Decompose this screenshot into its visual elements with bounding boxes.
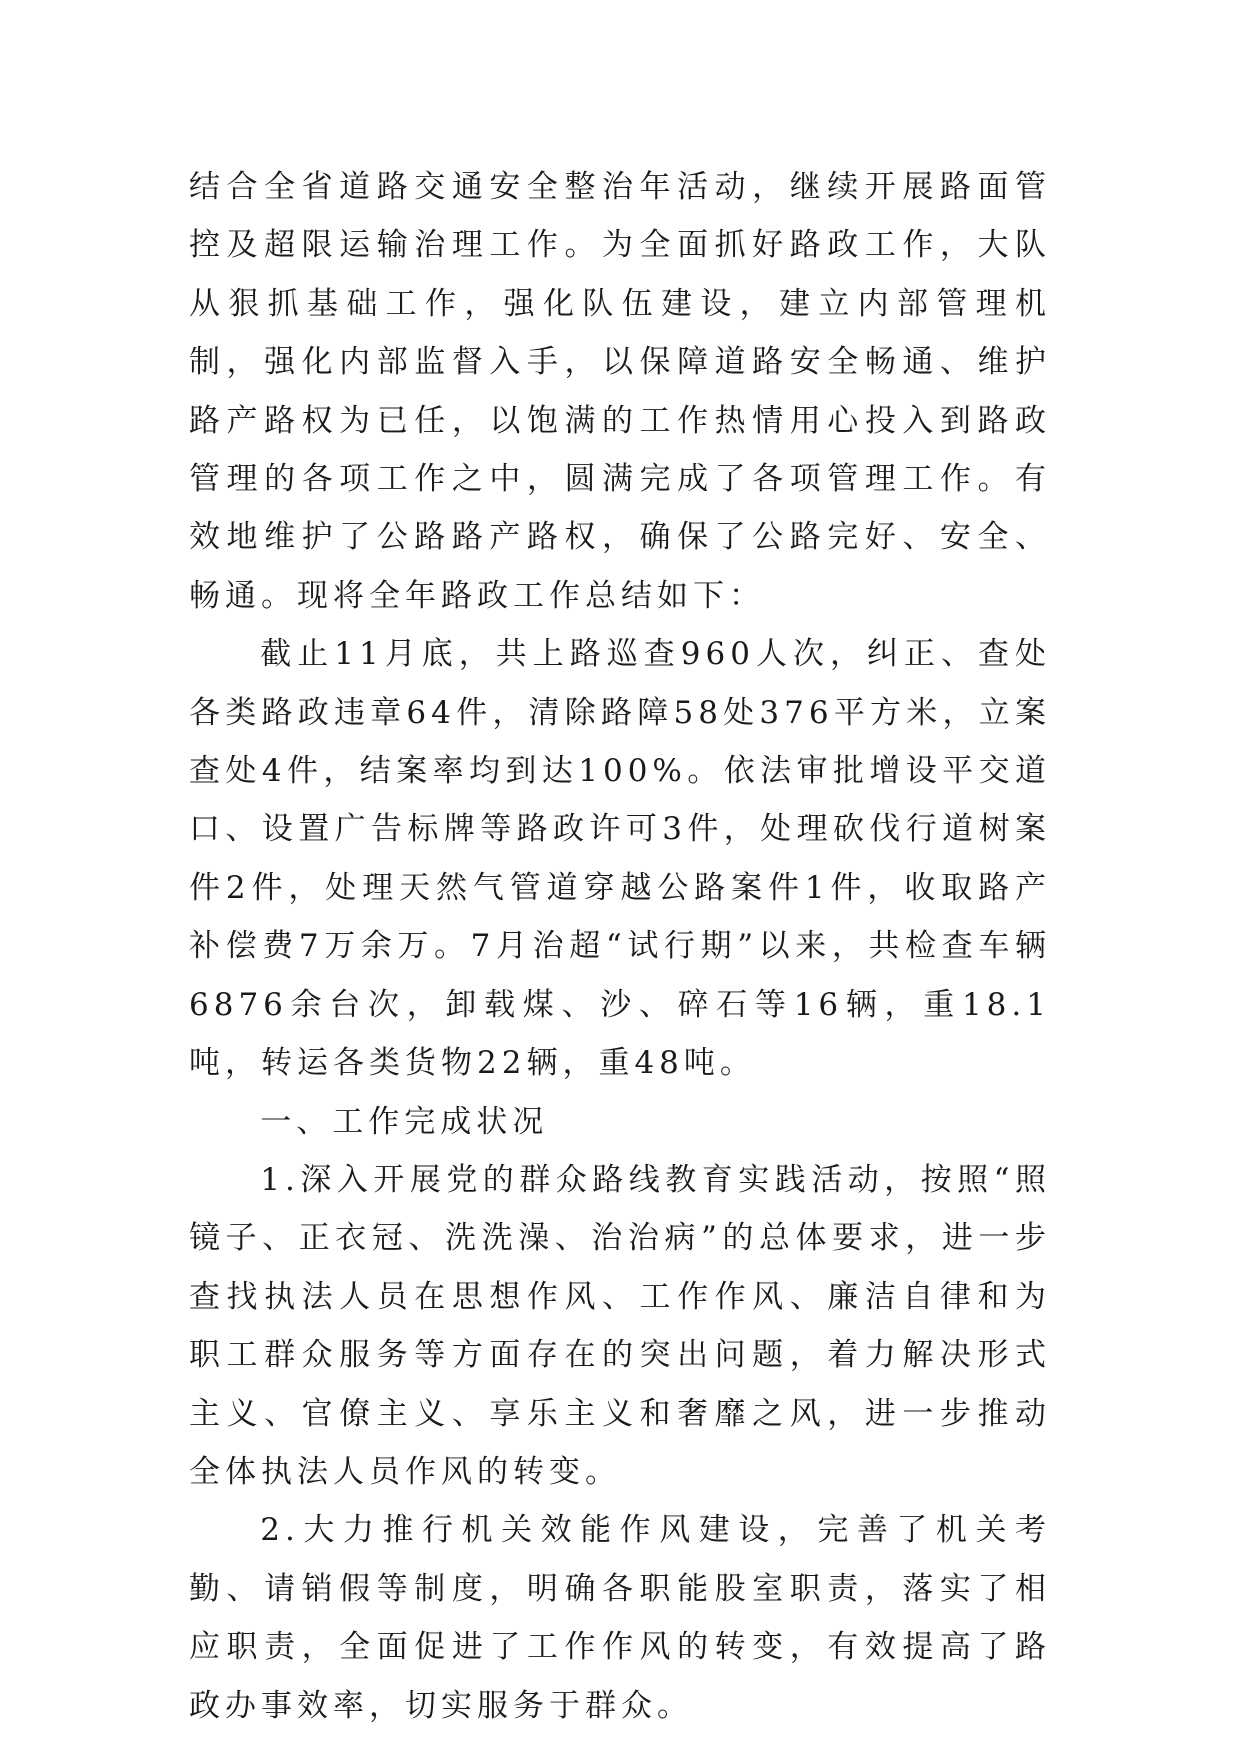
- paragraph-statistics: 截止11月底，共上路巡查960人次，纠正、查处各类路政违章64件，清除路障58处376平方米，立案查处4件，结案率均到达100%。依法审批增设平交道口、设置广告标牌等路政许可3件，处理砍伐行道树案件2件，处理天然气管道穿越公路案件1件，收取路产补偿费7万余万。7月治超“试行期”以来，共检查车辆6876余台次，卸载煤、沙、碎石等16辆，重18.1吨，转运各类货物22辆，重48吨。: [189, 636, 1051, 1082]
- paragraph-intro-continued: 结合全省道路交通安全整治年活动，继续开展路面管控及超限运输治理工作。为全面抓好路政工作，大队从狠抓基础工作，强化队伍建设，建立内部管理机制，强化内部监督入手，以保障道路安全畅通、维护路产路权为已任，以饱满的工作热情用心投入到路政管理的各项工作之中，圆满完成了各项管理工作。有效地维护了公路路产路权，确保了公路完好、安全、畅通。现将全年路政工作总结如下：: [189, 169, 1051, 614]
- document-body: [189, 158, 1051, 1735]
- section-heading-work-status: 一、工作完成状况: [260, 1103, 549, 1140]
- paragraph-item-1: 1.深入开展党的群众路线教育实践活动，按照“照镜子、正衣冠、洗洗澡、治治病”的总体要求，进一步查找执法人员在思想作风、工作作风、廉洁自律和为职工群众服务等方面存在的突出问题，着力解决形式主义、官僚主义、享乐主义和奢靡之风，进一步推动全体执法人员作风的转变。: [189, 1161, 1051, 1490]
- paragraph-item-2: 2.大力推行机关效能作风建设，完善了机关考勤、请销假等制度，明确各职能股室职责，落实了相应职责，全面促进了工作作风的转变，有效提高了路政办事效率，切实服务于群众。: [189, 1512, 1051, 1724]
